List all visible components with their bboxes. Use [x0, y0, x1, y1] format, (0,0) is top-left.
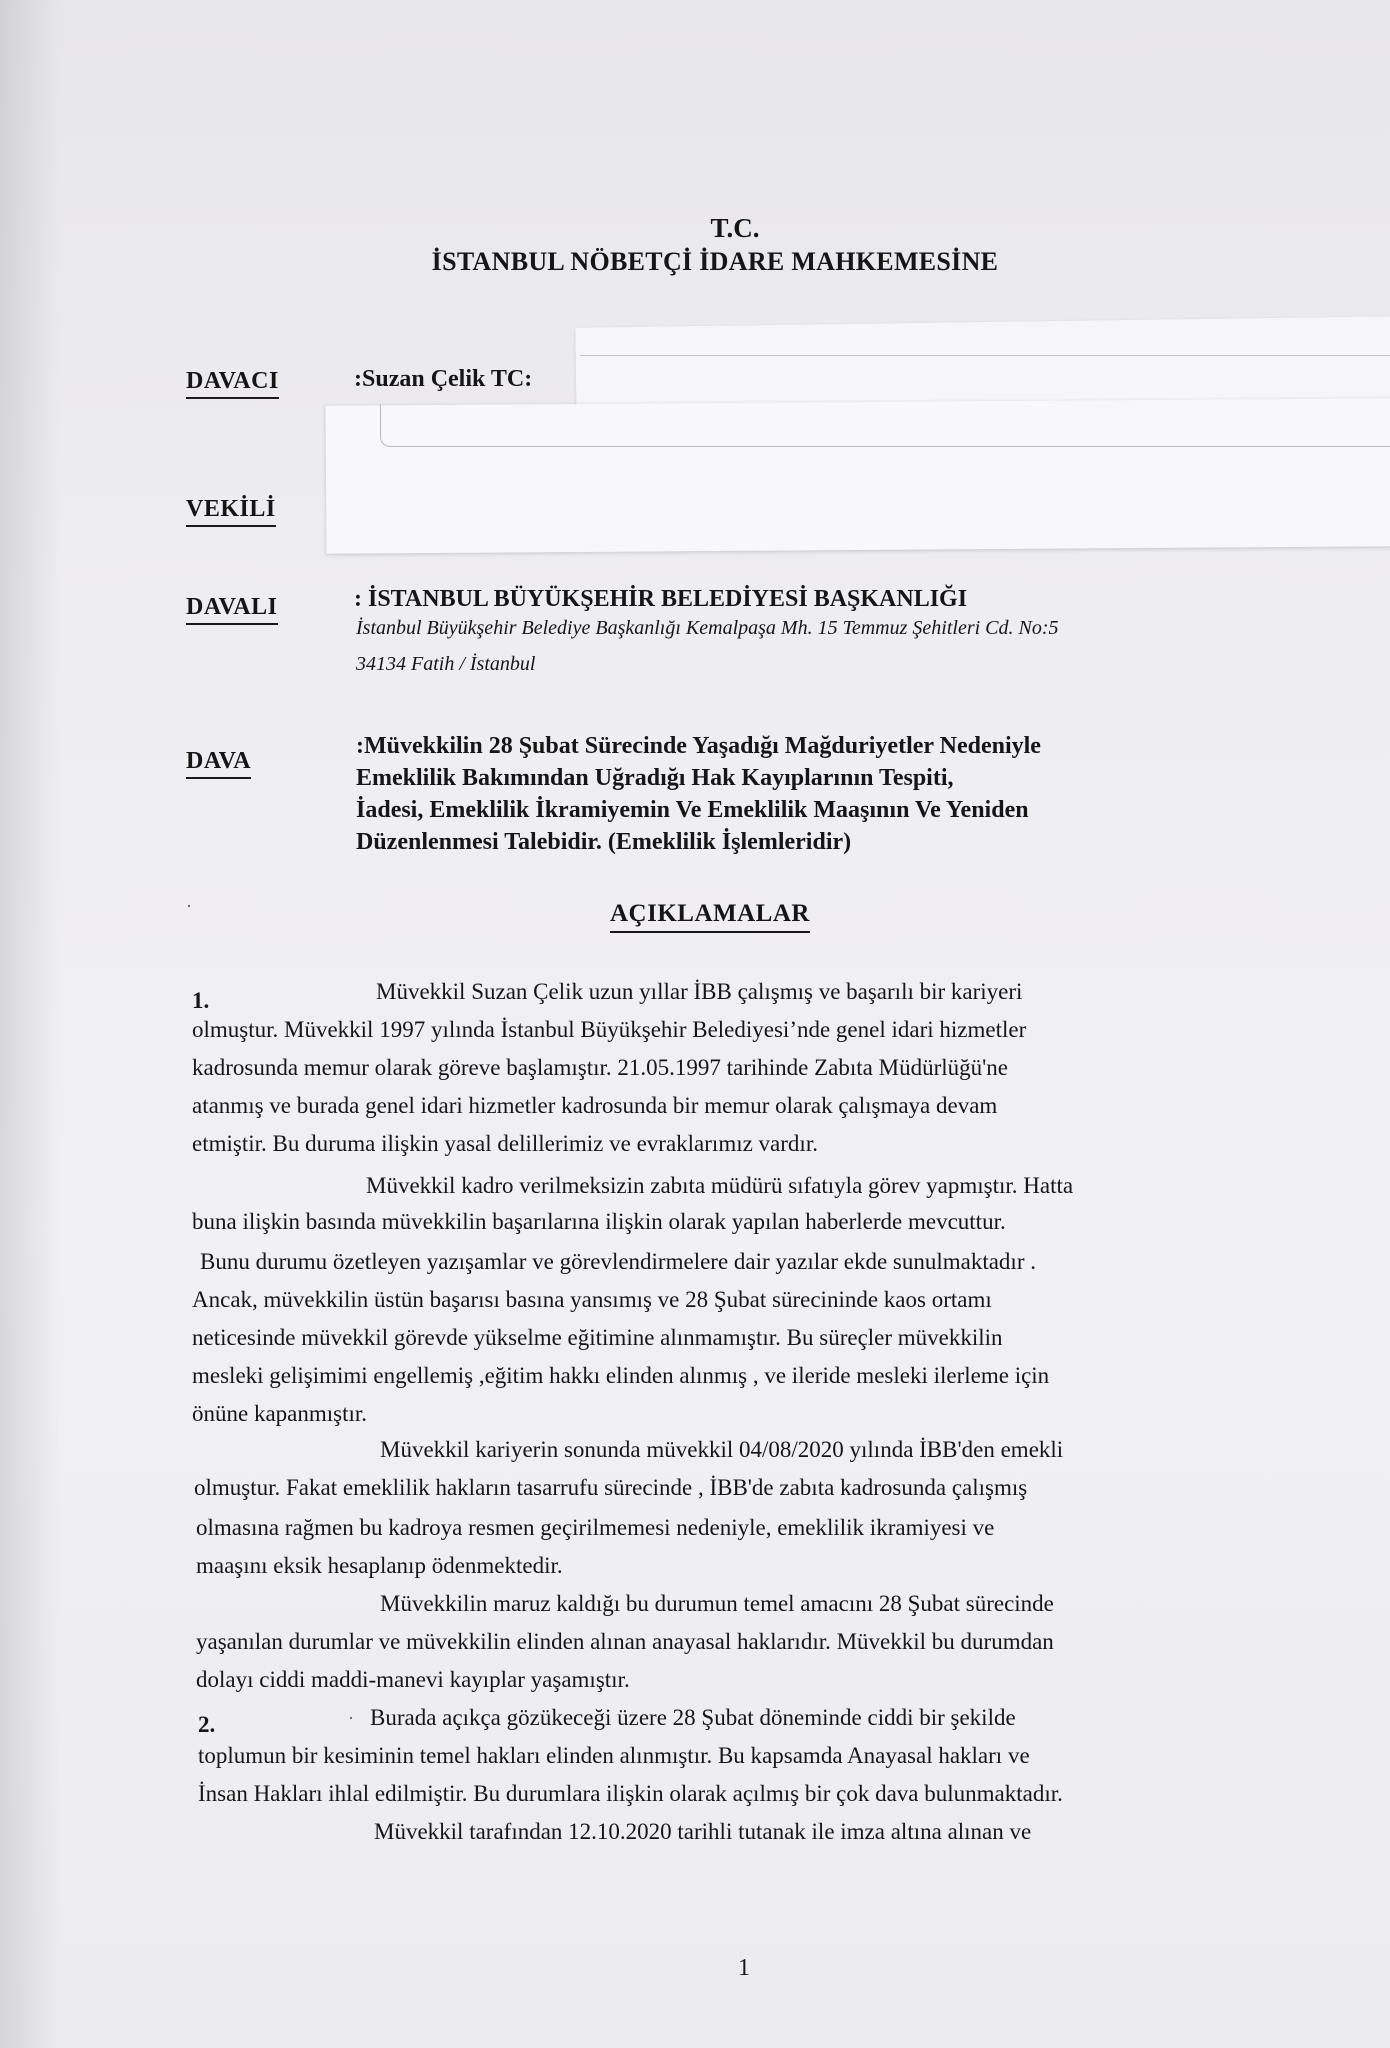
redaction-strip-line: [580, 355, 1390, 356]
body-line: mesleki gelişimimi engellemiş ,eğitim hakkı elinden alınmış , ve ileride mesleki ilerleme için: [192, 1363, 1050, 1388]
dava-line: İadesi, Emeklilik İkramiyemin Ve Emeklilik Maaşının Ve Yeniden: [356, 797, 1029, 823]
body-line: Burada açıkça gözükeceği üzere 28 Şubat döneminde ciddi bir şekilde: [370, 1705, 1016, 1730]
body-line: Müvekkil tarafından 12.10.2020 tarihli tutanak ile imza altına alınan ve: [374, 1819, 1032, 1844]
court-name: İSTANBUL NÖBETÇİ İDARE MAHKEMESİNE: [431, 247, 999, 276]
vekili-label: VEKİLİ: [186, 496, 276, 527]
body-line: maaşını eksik hesaplanıp ödenmektedir.: [196, 1553, 563, 1578]
page-number: 1: [738, 1955, 750, 1981]
body-line: toplumun bir kesiminin temel hakları elinden alınmıştır. Bu kapsamda Anayasal hakları ve: [198, 1743, 1030, 1768]
body-line: olmuştur. Müvekkil 1997 yılında İstanbul Büyükşehir Belediyesi’nde genel idari hizmetler: [192, 1017, 1027, 1042]
body-line: dolayı ciddi maddi-manevi kayıplar yaşamıştır.: [196, 1667, 630, 1692]
davaci-value: :Suzan Çelik TC:: [354, 366, 533, 392]
davaci-label: DAVACI: [186, 368, 279, 399]
body-line: yaşanılan durumlar ve müvekkilin elinden alınan anayasal haklarıdır. Müvekkil bu durumdan: [196, 1629, 1054, 1654]
stray-mark: ·: [348, 1708, 354, 1728]
davali-address-line-1: İstanbul Büyükşehir Belediye Başkanlığı Kemalpaşa Mh. 15 Temmuz Şehitleri Cd. No:5: [356, 617, 1059, 639]
dava-line: Düzenlenmesi Talebidir. (Emeklilik İşlemleridir): [356, 829, 852, 855]
paragraph-number-1: 1.: [192, 988, 210, 1013]
davali-address-line-2: 34134 Fatih / İstanbul: [356, 653, 536, 675]
body-line: Ancak, müvekkilin üstün başarısı basına yansımış ve 28 Şubat sürecininde kaos ortamı: [192, 1287, 992, 1312]
paragraph-number-2: 2.: [198, 1712, 216, 1737]
body-line: Müvekkilin maruz kaldığı bu durumun temel amacını 28 Şubat sürecinde: [380, 1591, 1054, 1616]
body-line: neticesinde müvekkil görevde yükselme eğitimine alınmamıştır. Bu süreçler müvekkilin: [192, 1325, 1003, 1350]
section-title: AÇIKLAMALAR: [610, 900, 810, 933]
davali-value: : İSTANBUL BÜYÜKŞEHİR BELEDİYESİ BAŞKANLIĞI: [354, 586, 968, 612]
dava-line: Emeklilik Bakımından Uğradığı Hak Kayıplarının Tespiti,: [356, 765, 954, 791]
body-line: Müvekkil Suzan Çelik uzun yıllar İBB çalışmış ve başarılı bir kariyeri: [376, 979, 1023, 1004]
redaction-strip-edge: [380, 404, 1390, 447]
dava-subject: [356, 730, 1216, 858]
body-line: buna ilişkin basında müvekkilin başarılarına ilişkin olarak yapılan haberlerde mevcuttur.: [192, 1209, 1006, 1234]
body-line: Müvekkil kadro verilmeksizin zabıta müdürü sıfatıyla görev yapmıştır. Hatta: [366, 1173, 1074, 1198]
stray-mark: ·: [186, 896, 192, 916]
body-line: kadrosunda memur olarak göreve başlamıştır. 21.05.1997 tarihinde Zabıta Müdürlüğü'ne: [192, 1055, 1008, 1080]
body-line: İnsan Hakları ihlal edilmiştir. Bu durumlara ilişkin olarak açılmış bir çok dava bulunmaktadır.: [198, 1781, 1063, 1806]
body-line: etmiştir. Bu duruma ilişkin yasal delillerimiz ve evraklarımız vardır.: [192, 1131, 818, 1156]
page-shadow: [0, 0, 60, 2048]
dava-label: DAVA: [186, 748, 251, 779]
body-line: olmuştur. Fakat emeklilik hakların tasarrufu sürecinde , İBB'de zabıta kadrosunda çalışmış: [194, 1475, 1028, 1500]
body-line: olmasına rağmen bu kadroya resmen geçirilmemesi nedeniyle, emeklilik ikramiyesi ve: [196, 1515, 995, 1540]
body-line: Bunu durumu özetleyen yazışamlar ve görevlendirmelere dair yazılar ekde sunulmaktadır .: [200, 1249, 1036, 1274]
body-line: atanmış ve burada genel idari hizmetler kadrosunda bir memur olarak çalışmaya devam: [192, 1093, 998, 1118]
body-line: Müvekkil kariyerin sonunda müvekkil 04/08/2020 yılında İBB'den emekli: [380, 1437, 1064, 1462]
dava-line: :Müvekkilin 28 Şubat Sürecinde Yaşadığı Mağduriyetler Nedeniyle: [356, 733, 1041, 759]
davali-label: DAVALI: [186, 594, 278, 625]
body-line: önüne kapanmıştır.: [192, 1401, 368, 1426]
header-tc: T.C.: [710, 213, 760, 243]
